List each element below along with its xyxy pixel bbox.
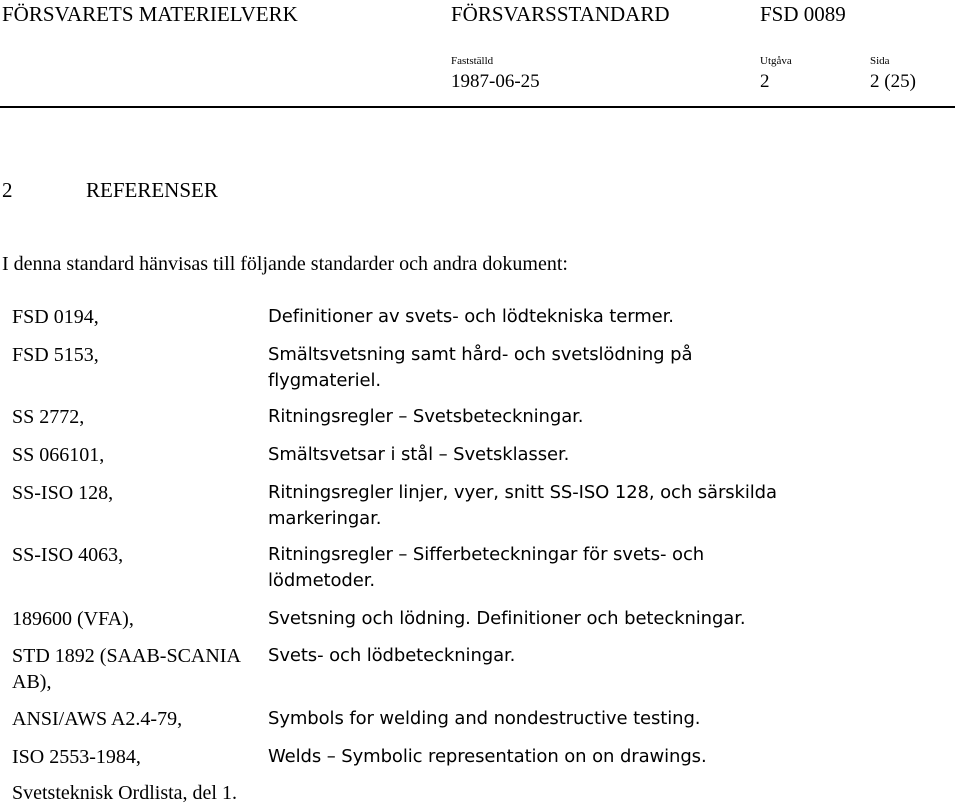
reference-code: ISO 2553-1984, <box>12 746 141 768</box>
standard-number: FSD 0089 <box>760 2 846 26</box>
header-divider <box>0 106 955 108</box>
page-value: 2 (25) <box>870 71 916 92</box>
organization-name: FÖRSVARETS MATERIELVERK <box>2 2 298 26</box>
section-heading <box>2 178 218 203</box>
reference-title: Welds – Symbolic representation on on drawings. <box>268 746 707 767</box>
reference-title: Ritningsregler – Svetsbeteckningar. <box>268 406 584 427</box>
reference-title: Svets- och lödbeteckningar. <box>268 645 516 666</box>
reference-code: SS 2772, <box>12 406 85 428</box>
reference-title: Definitioner av svets- och lödtekniska termer. <box>268 306 674 327</box>
reference-title: Smältsvetsning samt hård- och svetslödning på flygmateriel. <box>268 344 693 391</box>
section-title: REFERENSER <box>86 178 218 202</box>
reference-code: SS-ISO 4063, <box>12 544 124 566</box>
footer-reference: Svetsteknisk Ordlista, del 1. <box>12 782 237 804</box>
reference-title: Symbols for welding and nondestructive testing. <box>268 708 701 729</box>
reference-code: 189600 (VFA), <box>12 608 134 630</box>
reference-code: FSD 0194, <box>12 306 99 328</box>
reference-code: SS 066101, <box>12 444 105 466</box>
established-date: 1987-06-25 <box>451 71 540 92</box>
reference-code: SS-ISO 128, <box>12 482 114 504</box>
section-intro: I denna standard hänvisas till följande standarder och andra dokument: <box>2 253 568 275</box>
reference-code: STD 1892 (SAAB-SCANIA AB), <box>12 645 240 693</box>
established-label: Fastställd <box>451 55 494 67</box>
page-label: Sida <box>870 55 890 67</box>
reference-title: Svetsning och lödning. Definitioner och beteckningar. <box>268 608 746 629</box>
reference-code: ANSI/AWS A2.4-79, <box>12 708 183 730</box>
edition-label: Utgåva <box>760 55 792 67</box>
reference-code: FSD 5153, <box>12 344 99 366</box>
reference-title: Ritningsregler – Sifferbeteckningar för svets- och lödmetoder. <box>268 544 705 591</box>
reference-title: Smältsvetsar i stål – Svetsklasser. <box>268 444 570 465</box>
section-number: 2 <box>2 178 13 202</box>
edition-value: 2 <box>760 71 770 92</box>
reference-title: Ritningsregler linjer, vyer, snitt SS-ISO 128, och särskilda markeringar. <box>268 482 777 529</box>
standard-label: FÖRSVARSSTANDARD <box>451 2 670 26</box>
